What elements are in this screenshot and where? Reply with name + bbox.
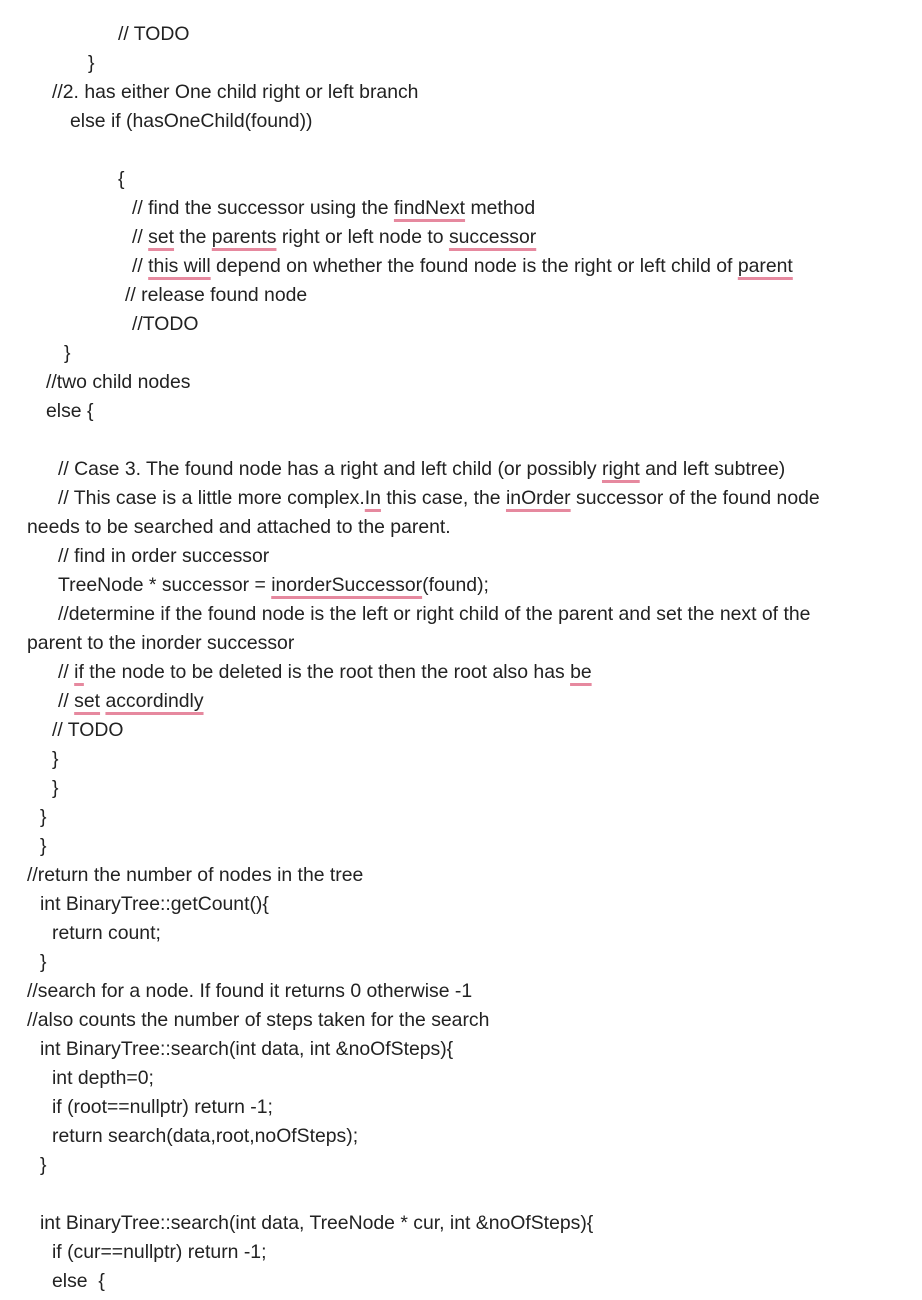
spellcheck-flagged-word[interactable]: findNext xyxy=(393,197,466,219)
text-line xyxy=(58,687,204,716)
text-segment: int BinaryTree::search(int data, TreeNode * cur, int &noOfSteps){ xyxy=(40,1212,594,1234)
text-segment: // find the successor using the xyxy=(132,197,394,219)
text-line xyxy=(52,919,161,948)
text-line xyxy=(27,977,472,1006)
text-line xyxy=(70,107,313,136)
text-segment: // xyxy=(58,690,75,712)
text-line xyxy=(27,629,294,658)
spellcheck-flagged-word[interactable]: parent xyxy=(737,255,793,277)
text-segment: //search for a node. If found it returns 0 otherwise -1 xyxy=(27,980,473,1002)
text-segment: // This case is a little more complex. xyxy=(58,487,365,509)
text-segment: //also counts the number of steps taken for the search xyxy=(27,1009,490,1031)
text-segment: depend on whether the found node is the right or left child of xyxy=(210,255,738,277)
text-line xyxy=(58,658,592,687)
text-segment: // TODO xyxy=(118,23,190,45)
text-line xyxy=(40,803,46,832)
text-segment: return count; xyxy=(52,922,161,944)
text-line xyxy=(52,1122,358,1151)
text-line xyxy=(27,861,363,890)
text-line xyxy=(27,513,451,542)
text-line xyxy=(125,281,307,310)
text-segment: // xyxy=(132,226,149,248)
spellcheck-flagged-word[interactable]: In xyxy=(364,487,381,509)
text-segment: parent to the inorder successor xyxy=(27,632,295,654)
text-segment: //return the number of nodes in the tree xyxy=(27,864,364,886)
text-line xyxy=(46,397,93,426)
text-segment: //TODO xyxy=(132,313,199,335)
text-line xyxy=(52,774,58,803)
text-line xyxy=(132,252,793,281)
text-segment: right or left node to xyxy=(276,226,449,248)
spellcheck-flagged-word[interactable]: this will xyxy=(148,255,211,277)
spellcheck-flagged-word[interactable]: right xyxy=(601,458,640,480)
text-line xyxy=(132,194,535,223)
spellcheck-flagged-word[interactable]: set xyxy=(148,226,175,248)
text-segment: int BinaryTree::search(int data, int &noOfSteps){ xyxy=(40,1038,454,1060)
text-segment: else { xyxy=(52,1270,105,1292)
text-segment: the node to be deleted is the root then the root also has xyxy=(83,661,571,683)
text-segment: } xyxy=(40,806,47,828)
text-segment: } xyxy=(52,777,59,799)
text-segment: TreeNode * successor = xyxy=(58,574,272,596)
text-line xyxy=(58,600,810,629)
text-segment: int BinaryTree::getCount(){ xyxy=(40,893,269,915)
spellcheck-flagged-word[interactable]: successor xyxy=(448,226,537,248)
text-segment: } xyxy=(64,342,71,364)
text-line xyxy=(40,948,46,977)
text-segment: //two child nodes xyxy=(46,371,191,393)
text-line xyxy=(58,571,489,600)
text-line xyxy=(58,484,820,513)
text-line xyxy=(132,310,198,339)
text-segment: method xyxy=(465,197,536,219)
spellcheck-flagged-word[interactable]: inorderSuccessor xyxy=(271,574,423,596)
text-segment: successor of the found node xyxy=(570,487,820,509)
text-line xyxy=(58,455,785,484)
text-segment: // release found node xyxy=(125,284,308,306)
text-segment: //2. has either One child right or left branch xyxy=(52,81,419,103)
text-segment: the xyxy=(174,226,212,248)
text-line xyxy=(40,1151,46,1180)
text-line xyxy=(40,1209,593,1238)
text-segment: else { xyxy=(46,400,94,422)
text-line xyxy=(40,890,269,919)
text-line xyxy=(46,368,190,397)
text-line xyxy=(52,1267,105,1296)
text-segment: // find in order successor xyxy=(58,545,270,567)
text-segment: } xyxy=(88,52,95,74)
text-segment: } xyxy=(40,835,47,857)
text-segment: { xyxy=(118,168,125,190)
text-segment: // Case 3. The found node has a right and left child (or possibly xyxy=(58,458,602,480)
text-segment: (found); xyxy=(422,574,489,596)
text-segment: else if (hasOneChild(found)) xyxy=(70,110,313,132)
spellcheck-flagged-word[interactable]: if xyxy=(74,661,84,683)
text-line xyxy=(52,78,418,107)
text-line xyxy=(52,1093,273,1122)
text-segment: } xyxy=(40,951,47,973)
text-line xyxy=(52,1238,266,1267)
text-line xyxy=(52,745,58,774)
text-segment: // xyxy=(132,255,149,277)
text-segment: //determine if the found node is the left or right child of the parent and set the next of the xyxy=(58,603,811,625)
text-segment: this case, the xyxy=(380,487,506,509)
text-line xyxy=(58,542,269,571)
spellcheck-flagged-word[interactable]: set xyxy=(74,690,101,712)
text-line xyxy=(132,223,536,252)
spellcheck-flagged-word[interactable]: inOrder xyxy=(505,487,571,509)
text-line xyxy=(40,1035,453,1064)
text-line xyxy=(118,165,124,194)
text-segment: if (cur==nullptr) return -1; xyxy=(52,1241,267,1263)
text-line xyxy=(52,1064,154,1093)
text-segment: // xyxy=(58,661,75,683)
text-segment: int depth=0; xyxy=(52,1067,154,1089)
text-line xyxy=(52,716,123,745)
text-segment: if (root==nullptr) return -1; xyxy=(52,1096,273,1118)
spellcheck-flagged-word[interactable]: parents xyxy=(211,226,277,248)
text-segment: needs to be searched and attached to the parent. xyxy=(27,516,451,538)
text-segment: // TODO xyxy=(52,719,124,741)
text-line xyxy=(88,49,94,78)
text-segment: } xyxy=(40,1154,47,1176)
text-line xyxy=(118,20,189,49)
text-line xyxy=(40,832,46,861)
spellcheck-flagged-word[interactable]: be xyxy=(570,661,592,683)
text-segment: return search(data,root,noOfSteps); xyxy=(52,1125,359,1147)
spellcheck-flagged-word[interactable]: accordindly xyxy=(105,690,204,712)
text-segment: and left subtree) xyxy=(639,458,786,480)
text-line xyxy=(64,339,70,368)
text-line xyxy=(27,1006,489,1035)
text-segment: } xyxy=(52,748,59,770)
